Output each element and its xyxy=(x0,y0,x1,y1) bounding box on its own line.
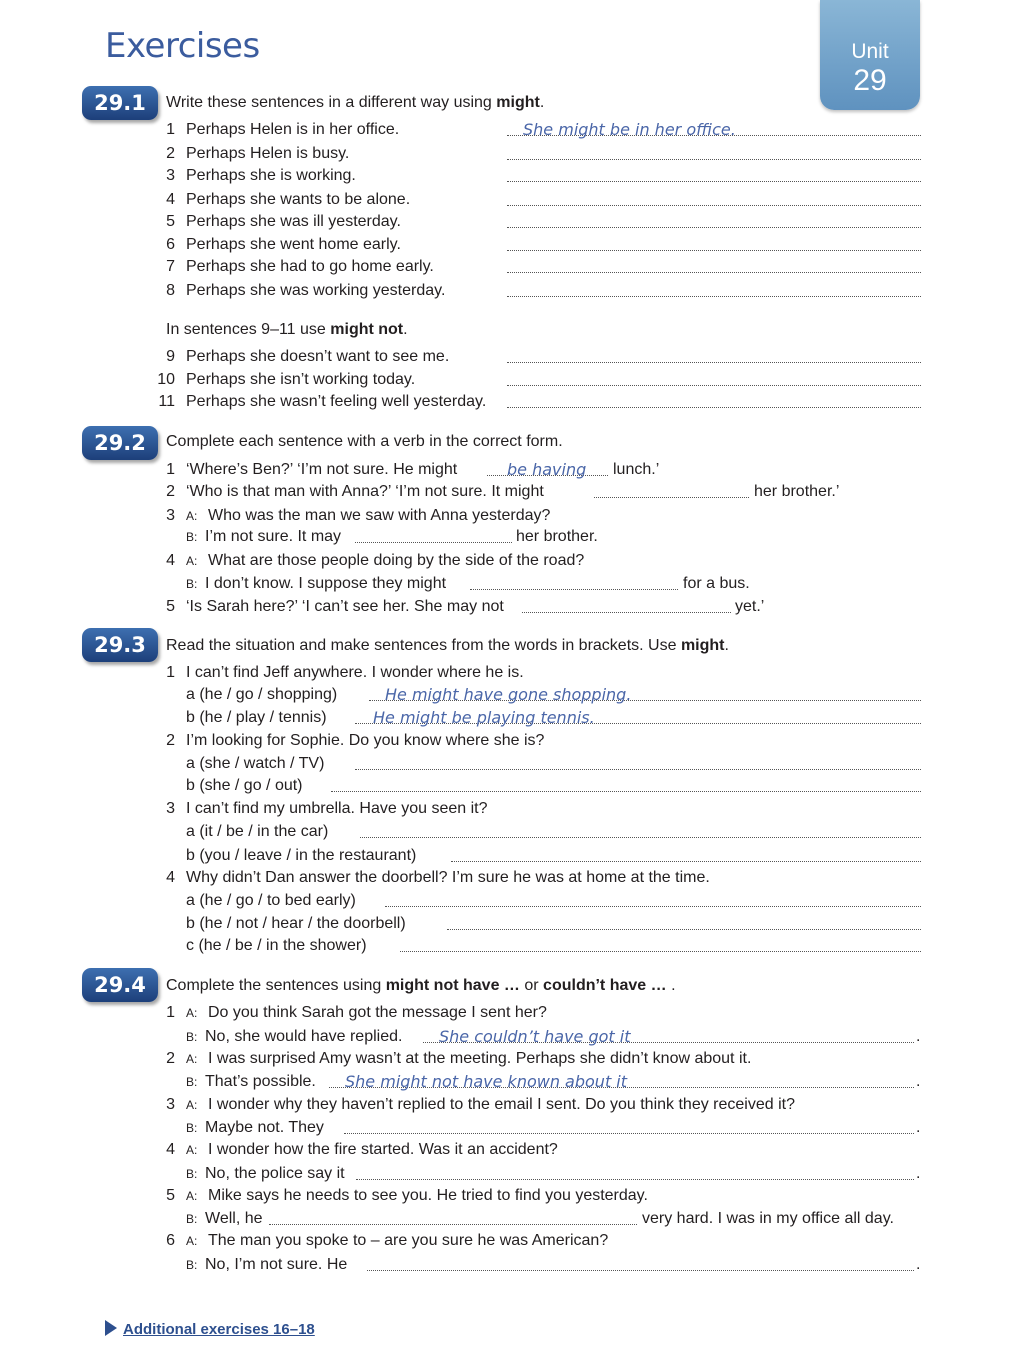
unit-label: Unit xyxy=(851,40,889,63)
list-item: a (it / be / in the car) xyxy=(0,821,1024,843)
answer-line[interactable] xyxy=(367,1254,914,1271)
list-item: 2 I’m looking for Sophie. Do you know where she is? xyxy=(166,732,545,749)
list-item: 1 I can’t find Jeff anywhere. I wonder where he is. xyxy=(166,664,524,681)
arrow-right-icon xyxy=(105,1320,117,1336)
list-item: B: No, I’m not sure. He . xyxy=(186,1256,921,1273)
list-item: 1 ‘Where’s Ben?’ ‘I’m not sure. He might be having lunch.’ xyxy=(166,460,660,479)
answer-line[interactable] xyxy=(470,573,678,590)
list-item: 10 Perhaps she isn’t working today. xyxy=(0,369,1024,391)
list-item: 5 A: Mike says he needs to see you. He tried to find you yesterday. xyxy=(166,1187,648,1204)
answer-line[interactable] xyxy=(522,596,731,613)
answer-line[interactable] xyxy=(355,526,512,543)
answer-line[interactable] xyxy=(507,143,921,160)
list-item: B: I’m not sure. It may her brother. xyxy=(186,528,598,545)
footer-link[interactable] xyxy=(105,1320,315,1338)
exercise-instruction: Complete the sentences using might not have … or couldn’t have … . xyxy=(166,977,676,994)
list-item: B: No, she would have replied. She couldn’t have got it . xyxy=(186,1027,921,1046)
additional-exercises-link[interactable]: Additional exercises 16–18 xyxy=(123,1321,315,1338)
list-item: 4 Perhaps she wants to be alone. xyxy=(0,189,1024,211)
list-item: 2 ‘Who is that man with Anna?’ ‘I’m not sure. It might her brother.’ xyxy=(166,483,840,500)
exercise-badge-29-1: 29.1 xyxy=(82,86,158,120)
list-item: B: Well, he very hard. I was in my office all day. xyxy=(186,1210,894,1227)
exercise-instruction: Complete each sentence with a verb in the correct form. xyxy=(166,433,563,450)
answer-line[interactable] xyxy=(331,775,921,792)
answer-line[interactable] xyxy=(355,753,921,770)
list-item: 6 A: The man you spoke to – are you sure he was American? xyxy=(166,1232,609,1249)
answer-line[interactable] xyxy=(507,211,921,228)
list-item: 2 Perhaps Helen is busy. xyxy=(0,143,1024,165)
list-item: 6 Perhaps she went home early. xyxy=(0,234,1024,256)
exercise-badge-29-4: 29.4 xyxy=(82,968,158,1002)
exercise-badge-29-3: 29.3 xyxy=(82,628,158,662)
answer-line[interactable] xyxy=(507,346,921,363)
answer-line[interactable] xyxy=(507,234,921,251)
answer-line[interactable] xyxy=(360,821,921,838)
list-item: 3 A: I wonder why they haven’t replied to the email I sent. Do you think they received it? xyxy=(166,1096,795,1113)
answer-line[interactable] xyxy=(451,845,921,862)
list-item: 11 Perhaps she wasn’t feeling well yesterday. xyxy=(0,391,1024,413)
answer-line[interactable] xyxy=(507,165,921,182)
handwritten-answer: He might have gone shopping. xyxy=(385,685,632,704)
list-item: 2 A: I was surprised Amy wasn’t at the meeting. Perhaps she didn’t know about it. xyxy=(166,1050,752,1067)
answer-line[interactable] xyxy=(507,256,921,273)
unit-tab xyxy=(820,0,920,110)
list-item: 4 Why didn’t Dan answer the doorbell? I’m sure he was at home at the time. xyxy=(166,869,710,886)
list-item: 5 Perhaps she was ill yesterday. xyxy=(0,211,1024,233)
list-item: 8 Perhaps she was working yesterday. xyxy=(0,280,1024,302)
list-item: c (he / be / in the shower) xyxy=(0,935,1024,957)
handwritten-answer: She might not have known about it xyxy=(345,1072,628,1091)
list-item: a (he / go / to bed early) xyxy=(0,890,1024,912)
answer-line[interactable] xyxy=(344,1117,914,1134)
handwritten-answer: be having xyxy=(507,460,587,479)
list-item: 3 I can’t find my umbrella. Have you seen it? xyxy=(166,800,488,817)
list-item: B: That’s possible. She might not have known about it . xyxy=(186,1072,921,1091)
answer-line[interactable] xyxy=(594,481,749,498)
list-item: b (she / go / out) xyxy=(0,775,1024,797)
answer-line[interactable] xyxy=(507,119,921,139)
list-item: B: I don’t know. I suppose they might for a bus. xyxy=(186,575,750,592)
list-item: 9 Perhaps she doesn’t want to see me. xyxy=(0,346,1024,368)
list-item: 7 Perhaps she had to go home early. xyxy=(0,256,1024,278)
list-item: b (he / not / hear / the doorbell) xyxy=(0,913,1024,935)
list-item: 3 Perhaps she is working. xyxy=(0,165,1024,187)
handwritten-answer: She couldn’t have got it xyxy=(439,1027,631,1046)
sub-instruction: In sentences 9–11 use might not. xyxy=(166,321,408,338)
answer-line[interactable] xyxy=(507,189,921,206)
answer-line[interactable] xyxy=(447,913,921,930)
list-item: 4 A: I wonder how the fire started. Was it an accident? xyxy=(166,1141,558,1158)
unit-number: 29 xyxy=(853,64,887,97)
answer-line[interactable] xyxy=(423,1026,914,1046)
list-item: 1 Perhaps Helen is in her office. She might be in her office. xyxy=(0,119,1024,141)
list-item: 4 A: What are those people doing by the side of the road? xyxy=(166,552,585,569)
answer-line[interactable] xyxy=(356,1163,914,1180)
list-item: B: No, the police say it . xyxy=(186,1165,921,1182)
list-item: a (he / go / shopping) He might have gone shopping. xyxy=(0,684,1024,706)
answer-line[interactable] xyxy=(385,890,921,907)
exercise-badge-29-2: 29.2 xyxy=(82,426,158,460)
handwritten-answer: She might be in her office. xyxy=(523,120,736,139)
list-item: a (she / watch / TV) xyxy=(0,753,1024,775)
list-item: 5 ‘Is Sarah here?’ ‘I can’t see her. She may not yet.’ xyxy=(166,598,765,615)
list-item: b (he / play / tennis) He might be playing tennis. xyxy=(0,707,1024,729)
answer-line[interactable] xyxy=(329,1071,914,1091)
list-item: 3 A: Who was the man we saw with Anna yesterday? xyxy=(166,507,551,524)
list-item: B: Maybe not. They . xyxy=(186,1119,921,1136)
exercise-instruction: Write these sentences in a different way using might. xyxy=(166,94,545,111)
answer-line[interactable] xyxy=(507,369,921,386)
answer-line[interactable] xyxy=(400,935,921,952)
answer-line[interactable] xyxy=(507,391,921,408)
page-title: Exercises xyxy=(105,26,260,66)
answer-line[interactable] xyxy=(507,280,921,297)
list-item: 1 A: Do you think Sarah got the message I sent her? xyxy=(166,1004,547,1021)
exercise-instruction: Read the situation and make sentences from the words in brackets. Use might. xyxy=(166,637,729,654)
answer-line[interactable] xyxy=(487,459,608,479)
list-item: b (you / leave / in the restaurant) xyxy=(0,845,1024,867)
handwritten-answer: He might be playing tennis. xyxy=(373,708,595,727)
answer-line[interactable] xyxy=(269,1208,637,1225)
